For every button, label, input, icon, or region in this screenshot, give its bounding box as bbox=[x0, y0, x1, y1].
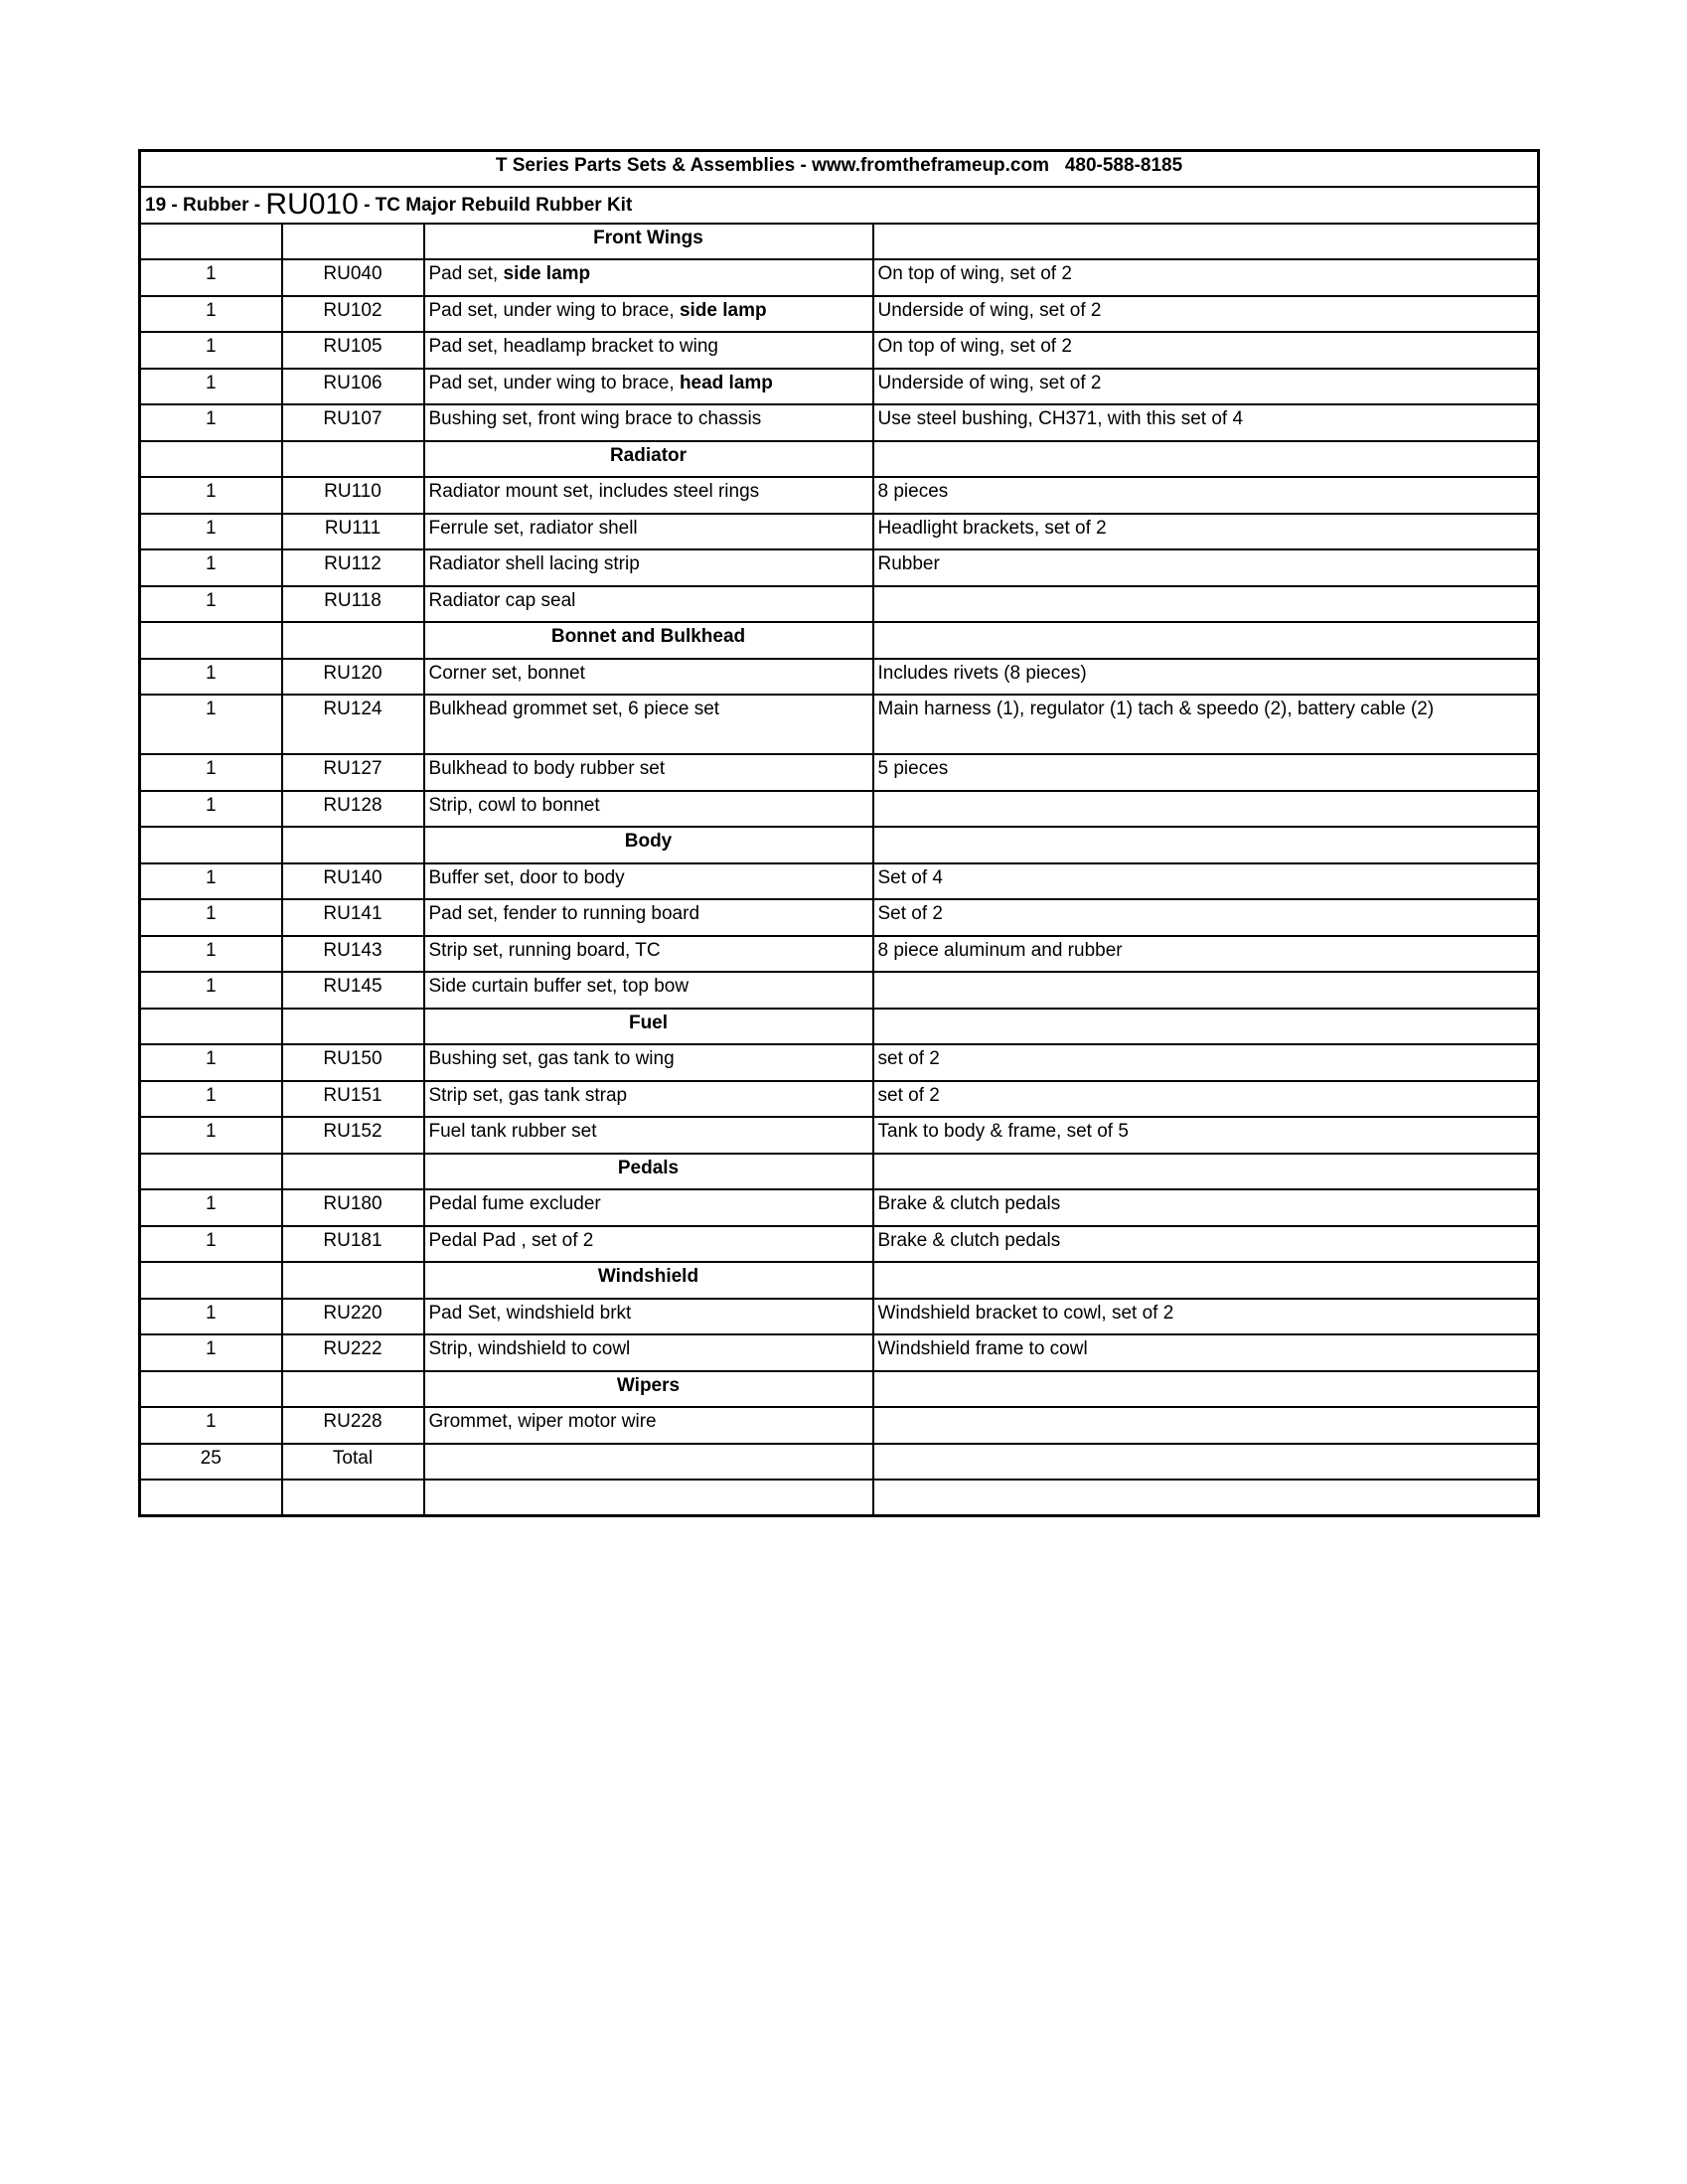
table-row bbox=[140, 695, 1539, 754]
qty-cell: 1 bbox=[140, 936, 282, 973]
part-number-cell: RU111 bbox=[282, 514, 424, 550]
qty-cell: 1 bbox=[140, 863, 282, 900]
description-text: Ferrule set, radiator shell bbox=[428, 517, 638, 539]
part-number-cell: RU220 bbox=[282, 1299, 424, 1335]
section-title: Wipers bbox=[424, 1371, 873, 1408]
part-number-cell: RU120 bbox=[282, 659, 424, 696]
empty-cell bbox=[140, 1154, 282, 1190]
description-emphasis: head lamp bbox=[679, 372, 773, 393]
table-row bbox=[140, 754, 1539, 791]
table-row bbox=[140, 1189, 1539, 1226]
qty-cell: 1 bbox=[140, 1044, 282, 1081]
empty-cell bbox=[140, 622, 282, 659]
notes-cell: Includes rivets (8 pieces) bbox=[873, 659, 1539, 696]
description-cell bbox=[424, 514, 873, 550]
table-row bbox=[140, 936, 1539, 973]
table-row bbox=[140, 1334, 1539, 1371]
description-text: Corner set, bonnet bbox=[428, 662, 585, 684]
description-text: Pad set, headlamp bracket to wing bbox=[428, 336, 719, 357]
description-text: Grommet, wiper motor wire bbox=[428, 1411, 657, 1432]
description-cell bbox=[424, 791, 873, 828]
table-row bbox=[140, 332, 1539, 369]
empty-cell bbox=[873, 1444, 1539, 1481]
section-header-row bbox=[140, 1154, 1539, 1190]
description-text: Pad set, fender to running board bbox=[428, 903, 700, 924]
part-number-cell: RU127 bbox=[282, 754, 424, 791]
table-row bbox=[140, 791, 1539, 828]
table-row bbox=[140, 1407, 1539, 1444]
notes-cell: Set of 4 bbox=[873, 863, 1539, 900]
description-cell bbox=[424, 972, 873, 1009]
description-text: Pad set, bbox=[428, 263, 504, 284]
notes-cell: Tank to body & frame, set of 5 bbox=[873, 1117, 1539, 1154]
empty-cell bbox=[140, 1009, 282, 1045]
description-cell bbox=[424, 1226, 873, 1263]
description-text: Pad Set, windshield brkt bbox=[428, 1302, 632, 1324]
description-cell bbox=[424, 695, 873, 754]
part-number-cell: RU040 bbox=[282, 259, 424, 296]
part-number-cell: RU150 bbox=[282, 1044, 424, 1081]
description-text: Strip set, running board, TC bbox=[428, 939, 661, 961]
empty-cell bbox=[873, 1154, 1539, 1190]
description-text: Bulkhead grommet set, 6 piece set bbox=[428, 699, 720, 719]
empty-cell bbox=[873, 441, 1539, 478]
description-cell bbox=[424, 404, 873, 441]
table-row bbox=[140, 1044, 1539, 1081]
notes-cell: Windshield bracket to cowl, set of 2 bbox=[873, 1299, 1539, 1335]
qty-cell: 1 bbox=[140, 586, 282, 623]
empty-cell bbox=[282, 1262, 424, 1299]
part-number-cell: RU145 bbox=[282, 972, 424, 1009]
description-emphasis: side lamp bbox=[679, 299, 767, 321]
table-row bbox=[140, 1081, 1539, 1118]
notes-cell bbox=[873, 972, 1539, 1009]
description-cell bbox=[424, 1081, 873, 1118]
section-header-row bbox=[140, 1371, 1539, 1408]
description-cell bbox=[424, 659, 873, 696]
table-row bbox=[140, 259, 1539, 296]
part-number-cell: RU141 bbox=[282, 899, 424, 936]
section-header-row bbox=[140, 441, 1539, 478]
description-cell bbox=[424, 549, 873, 586]
qty-cell: 1 bbox=[140, 754, 282, 791]
empty-cell bbox=[140, 1480, 282, 1516]
parts-table bbox=[138, 149, 1540, 1517]
kit-code: RU010 bbox=[265, 188, 359, 221]
qty-cell: 1 bbox=[140, 477, 282, 514]
empty-cell bbox=[282, 1371, 424, 1408]
section-header-row bbox=[140, 827, 1539, 863]
table-row bbox=[140, 659, 1539, 696]
part-number-cell: RU112 bbox=[282, 549, 424, 586]
part-number-cell: RU152 bbox=[282, 1117, 424, 1154]
part-number-cell: RU228 bbox=[282, 1407, 424, 1444]
description-text: Radiator mount set, includes steel rings bbox=[428, 481, 760, 502]
part-number-cell: RU124 bbox=[282, 695, 424, 754]
description-text: Pad set, under wing to brace, bbox=[428, 299, 680, 321]
notes-cell: Windshield frame to cowl bbox=[873, 1334, 1539, 1371]
table-row bbox=[140, 1299, 1539, 1335]
description-cell bbox=[424, 1407, 873, 1444]
part-number-cell: RU143 bbox=[282, 936, 424, 973]
part-number-cell: RU118 bbox=[282, 586, 424, 623]
part-number-cell: RU181 bbox=[282, 1226, 424, 1263]
description-text: Strip set, gas tank strap bbox=[428, 1084, 628, 1106]
description-text: Pedal Pad , set of 2 bbox=[428, 1229, 594, 1251]
table-row bbox=[140, 863, 1539, 900]
notes-cell: Set of 2 bbox=[873, 899, 1539, 936]
qty-cell: 1 bbox=[140, 695, 282, 754]
notes-cell: Brake & clutch pedals bbox=[873, 1189, 1539, 1226]
description-text: Side curtain buffer set, top bow bbox=[428, 976, 690, 997]
empty-cell bbox=[282, 1480, 424, 1516]
section-header-row bbox=[140, 1009, 1539, 1045]
empty-cell bbox=[282, 441, 424, 478]
qty-cell: 1 bbox=[140, 1226, 282, 1263]
parts-table-body bbox=[140, 151, 1539, 1516]
empty-cell bbox=[873, 1480, 1539, 1516]
empty-cell bbox=[140, 827, 282, 863]
qty-cell: 1 bbox=[140, 1407, 282, 1444]
empty-cell bbox=[873, 622, 1539, 659]
blank-row bbox=[140, 1480, 1539, 1516]
notes-cell: Main harness (1), regulator (1) tach & speedo (2), battery cable (2) bbox=[873, 695, 1539, 754]
table-row bbox=[140, 549, 1539, 586]
description-cell bbox=[424, 1299, 873, 1335]
qty-cell: 1 bbox=[140, 1117, 282, 1154]
description-cell bbox=[424, 477, 873, 514]
empty-cell bbox=[140, 1371, 282, 1408]
kit-suffix: - TC Major Rebuild Rubber Kit bbox=[358, 195, 633, 216]
empty-cell bbox=[873, 1371, 1539, 1408]
description-text: Pedal fume excluder bbox=[428, 1193, 601, 1214]
empty-cell bbox=[282, 827, 424, 863]
notes-cell: Underside of wing, set of 2 bbox=[873, 369, 1539, 405]
title-row bbox=[140, 151, 1539, 188]
notes-cell: Headlight brackets, set of 2 bbox=[873, 514, 1539, 550]
empty-cell bbox=[873, 827, 1539, 863]
part-number-cell: RU107 bbox=[282, 404, 424, 441]
empty-cell bbox=[424, 1480, 873, 1516]
empty-cell bbox=[282, 1009, 424, 1045]
table-row bbox=[140, 586, 1539, 623]
description-text: Pad set, under wing to brace, bbox=[428, 372, 680, 393]
section-title: Fuel bbox=[424, 1009, 873, 1045]
section-title: Radiator bbox=[424, 441, 873, 478]
part-number-cell: RU222 bbox=[282, 1334, 424, 1371]
part-number-cell: RU140 bbox=[282, 863, 424, 900]
description-cell bbox=[424, 332, 873, 369]
qty-cell: 1 bbox=[140, 659, 282, 696]
section-header-row bbox=[140, 224, 1539, 260]
table-row bbox=[140, 477, 1539, 514]
description-text: Strip, cowl to bonnet bbox=[428, 794, 600, 816]
notes-cell: Rubber bbox=[873, 549, 1539, 586]
table-row bbox=[140, 899, 1539, 936]
sheet-title: T Series Parts Sets & Assemblies - www.fromtheframeup.com 480-588-8185 bbox=[140, 151, 1539, 188]
qty-cell: 1 bbox=[140, 332, 282, 369]
empty-cell bbox=[282, 622, 424, 659]
qty-cell: 1 bbox=[140, 1081, 282, 1118]
empty-cell bbox=[873, 1009, 1539, 1045]
description-text: Bushing set, front wing brace to chassis bbox=[428, 408, 762, 429]
qty-cell: 1 bbox=[140, 972, 282, 1009]
description-text: Fuel tank rubber set bbox=[428, 1121, 597, 1142]
empty-cell bbox=[140, 441, 282, 478]
qty-cell: 1 bbox=[140, 404, 282, 441]
description-cell bbox=[424, 1117, 873, 1154]
description-cell bbox=[424, 899, 873, 936]
description-text: Radiator shell lacing strip bbox=[428, 553, 640, 574]
table-row bbox=[140, 404, 1539, 441]
description-cell bbox=[424, 369, 873, 405]
table-row bbox=[140, 369, 1539, 405]
empty-cell bbox=[424, 1444, 873, 1481]
section-title: Windshield bbox=[424, 1262, 873, 1299]
empty-cell bbox=[282, 1154, 424, 1190]
description-cell bbox=[424, 296, 873, 333]
description-cell bbox=[424, 1044, 873, 1081]
description-cell bbox=[424, 259, 873, 296]
description-text: Bulkhead to body rubber set bbox=[428, 758, 666, 779]
notes-cell: set of 2 bbox=[873, 1044, 1539, 1081]
table-row bbox=[140, 1226, 1539, 1263]
description-cell bbox=[424, 1189, 873, 1226]
empty-cell bbox=[873, 224, 1539, 260]
notes-cell bbox=[873, 1407, 1539, 1444]
table-row bbox=[140, 296, 1539, 333]
part-number-cell: RU151 bbox=[282, 1081, 424, 1118]
section-title: Pedals bbox=[424, 1154, 873, 1190]
total-label-cell: Total bbox=[282, 1444, 424, 1481]
qty-cell: 1 bbox=[140, 791, 282, 828]
part-number-cell: RU106 bbox=[282, 369, 424, 405]
part-number-cell: RU180 bbox=[282, 1189, 424, 1226]
notes-cell bbox=[873, 586, 1539, 623]
section-header-row bbox=[140, 622, 1539, 659]
qty-cell: 1 bbox=[140, 899, 282, 936]
qty-cell: 1 bbox=[140, 259, 282, 296]
qty-cell: 1 bbox=[140, 369, 282, 405]
description-cell bbox=[424, 1334, 873, 1371]
section-title: Body bbox=[424, 827, 873, 863]
description-text: Strip, windshield to cowl bbox=[428, 1338, 631, 1359]
section-header-row bbox=[140, 1262, 1539, 1299]
kit-heading bbox=[140, 187, 1539, 224]
description-emphasis: side lamp bbox=[503, 263, 591, 284]
qty-cell: 1 bbox=[140, 1299, 282, 1335]
kit-row bbox=[140, 187, 1539, 224]
qty-cell: 1 bbox=[140, 296, 282, 333]
notes-cell: 5 pieces bbox=[873, 754, 1539, 791]
section-title: Bonnet and Bulkhead bbox=[424, 622, 873, 659]
description-text: Buffer set, door to body bbox=[428, 866, 625, 888]
notes-cell: Brake & clutch pedals bbox=[873, 1226, 1539, 1263]
notes-cell: set of 2 bbox=[873, 1081, 1539, 1118]
empty-cell bbox=[873, 1262, 1539, 1299]
description-text: Radiator cap seal bbox=[428, 589, 576, 611]
description-cell bbox=[424, 863, 873, 900]
part-number-cell: RU128 bbox=[282, 791, 424, 828]
part-number-cell: RU105 bbox=[282, 332, 424, 369]
qty-cell: 1 bbox=[140, 549, 282, 586]
table-row bbox=[140, 514, 1539, 550]
notes-cell: 8 piece aluminum and rubber bbox=[873, 936, 1539, 973]
table-row bbox=[140, 972, 1539, 1009]
table-row bbox=[140, 1117, 1539, 1154]
description-cell bbox=[424, 586, 873, 623]
empty-cell bbox=[140, 224, 282, 260]
notes-cell: Use steel bushing, CH371, with this set of 4 bbox=[873, 404, 1539, 441]
total-row bbox=[140, 1444, 1539, 1481]
notes-cell bbox=[873, 791, 1539, 828]
part-number-cell: RU110 bbox=[282, 477, 424, 514]
notes-cell: On top of wing, set of 2 bbox=[873, 259, 1539, 296]
empty-cell bbox=[140, 1262, 282, 1299]
section-title: Front Wings bbox=[424, 224, 873, 260]
notes-cell: 8 pieces bbox=[873, 477, 1539, 514]
notes-cell: On top of wing, set of 2 bbox=[873, 332, 1539, 369]
description-cell bbox=[424, 936, 873, 973]
qty-cell: 1 bbox=[140, 514, 282, 550]
total-qty-cell: 25 bbox=[140, 1444, 282, 1481]
kit-prefix: 19 - Rubber - bbox=[145, 195, 266, 216]
qty-cell: 1 bbox=[140, 1189, 282, 1226]
part-number-cell: RU102 bbox=[282, 296, 424, 333]
notes-cell: Underside of wing, set of 2 bbox=[873, 296, 1539, 333]
qty-cell: 1 bbox=[140, 1334, 282, 1371]
description-cell bbox=[424, 754, 873, 791]
empty-cell bbox=[282, 224, 424, 260]
description-text: Bushing set, gas tank to wing bbox=[428, 1048, 675, 1069]
